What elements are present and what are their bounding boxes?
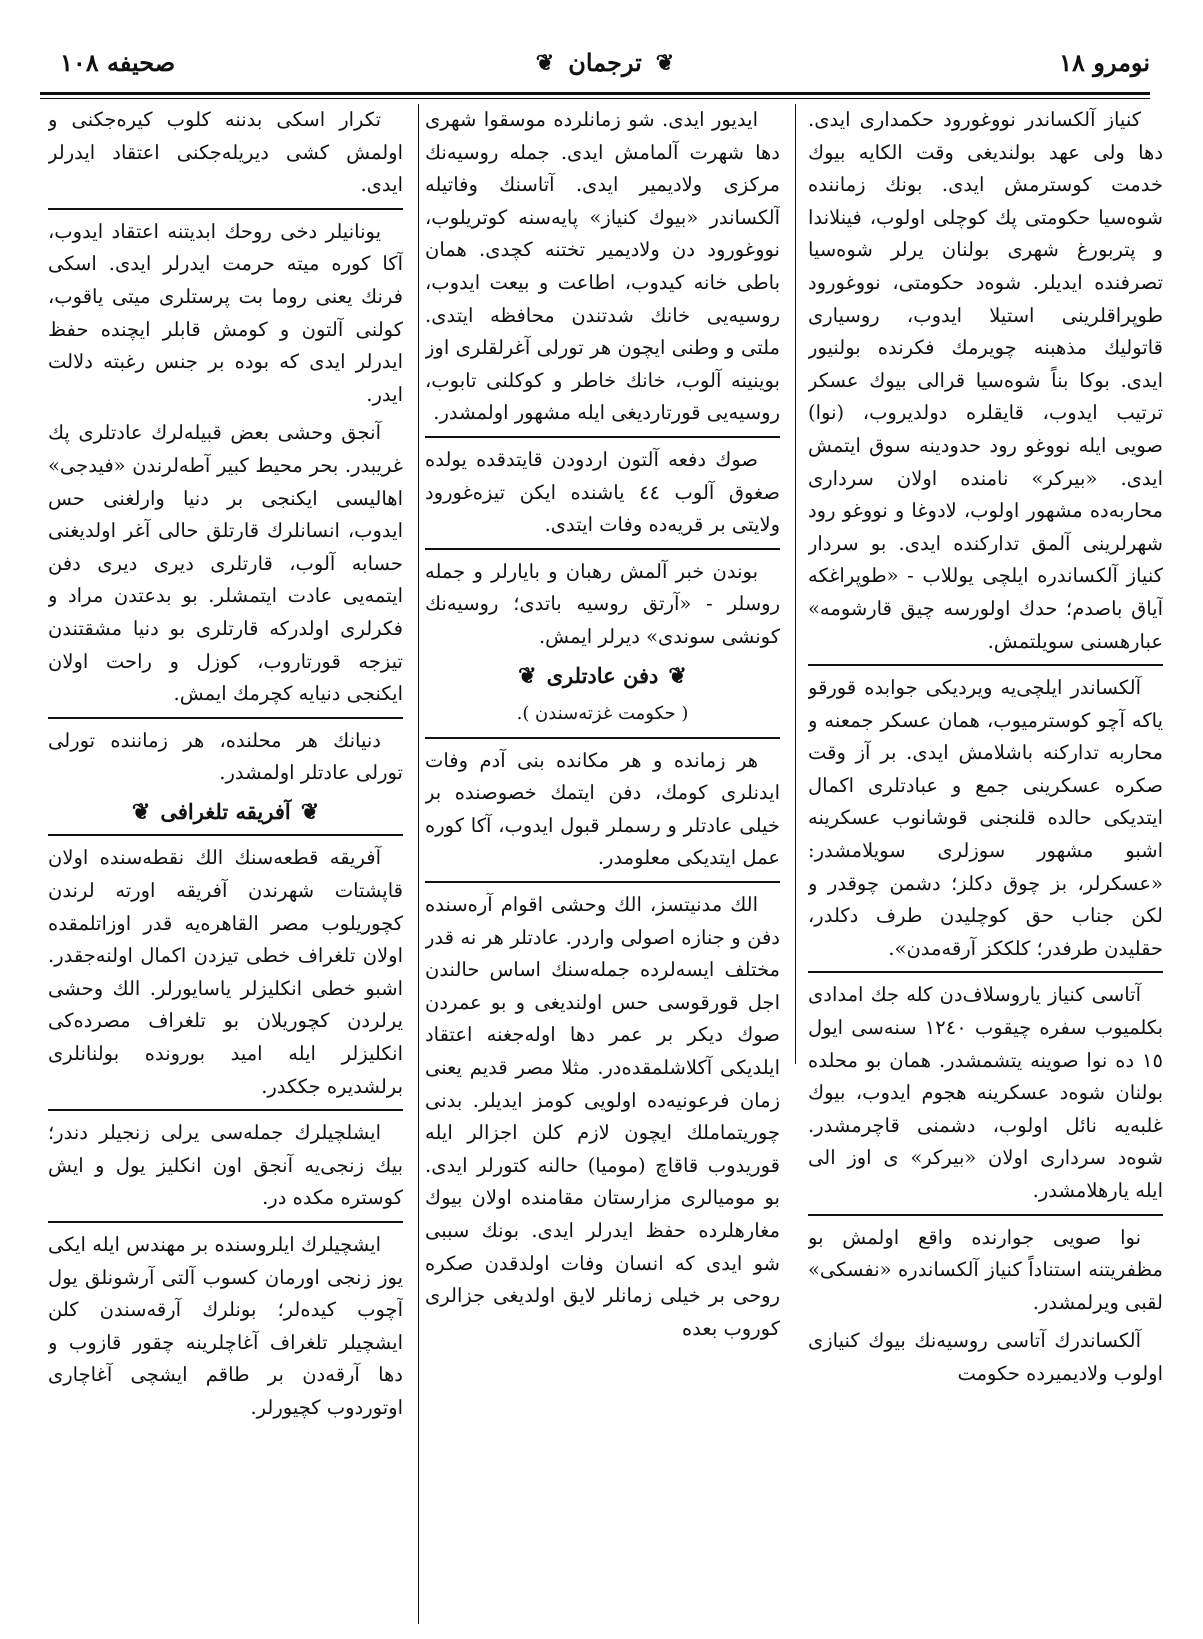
column-left bbox=[48, 104, 403, 1624]
header-rule bbox=[40, 92, 1150, 95]
paragraph: كنياز آلكساندر نووغورود حكمداری ايدی. دها ولی عهد بولنديغی وقت الكايه بيوك خدمت كوسترمش ايدی. بونك زماننده شوه‌سيا حكومتی پك كوچلی اولوب، فينلاندا و پتربورغ شهری بولنان يرلر شوه‌سيا تصرفنده ايديلر. شوه‌د حكومتی، نووغورود طوپراقلرينی استيلا ايدوب، روسياری قاتوليك مذهبنه چويرمك فكرنده بولنيور ايدی. بوكا بناً شوه‌سيا قرالی بيوك عسكر ترتيب ايدوب، قايقلره دولديروب، (نوا) صويی ايله نووغو رود حدودينه سوق ايتمش ايدی. «بيركر» نامنده اولان سرداری محاربه‌ده مشهور اولوب، لادوغا و نووغو رود شهرلرينی آلمق تداركنده ايدی. بو سردار كنياز آلكساندره ايلچی يوللاب - «طوپراغكه آياق باصدم؛ حدك اولورسه چيق قارشومه» عبارهسنی سويلتمش. bbox=[808, 108, 1163, 653]
paragraph: آتاسی كنياز ياروسلاف‌دن كله جك امدادی بكلميوب سفره چيقوب ١٢٤٠ سنه‌سی ايول ١٥ ده نوا صوينه يتشمشدر. همان بو محلده بولنان شوه‌د عسكرينه هجوم ايدوب، بيوك غلبه‌يه نائل اولوب، دشمنی قاچرمشدر. شوه‌د سرداری اولان «بيركر» ی اوز الی ايله يارهلامشدر. bbox=[808, 983, 1163, 1202]
divider bbox=[48, 208, 403, 210]
column-middle bbox=[425, 104, 780, 1634]
issue-number: نومرو ١٨ bbox=[1059, 48, 1150, 77]
divider bbox=[808, 664, 1163, 666]
divider bbox=[48, 1109, 403, 1111]
page-header bbox=[60, 42, 1150, 82]
ornament-left-icon: ❦ bbox=[535, 49, 555, 76]
section-heading bbox=[425, 660, 780, 693]
ornament-right-icon: ❦ bbox=[655, 49, 675, 76]
heading-text: آفريقه تلغرافی bbox=[160, 798, 291, 824]
column-rule bbox=[418, 104, 419, 1624]
section-source: ( حكومت غزته‌سندن ). bbox=[516, 703, 689, 725]
header-rule-thin bbox=[40, 98, 1150, 99]
ornament-icon: ❦ bbox=[300, 798, 320, 825]
paragraph: بوندن خبر آلمش رهبان و بايارلر و جمله روسلر - «آرتق روسيه باتدی؛ روسيه‌نك كونشی سوندی» ديرلر ايمش. bbox=[425, 559, 780, 648]
paragraph: آنجق وحشی بعض قبيله‌لرك عادتلری پك غريبدر. بحر محيط كبير آطه‌لرندن «فيدجی» اهاليسی ايكنجی بر دنيا وارلغنی حس ايدوب، انسانلرك قارتلق حالی آغر اولديغنی حسابه آلوب، قارتلری ديری ديری دفن ايتمه‌يی عادت ايتمشلر. بو بدعتدن مراد و فكرلری اولدركه قارتلری بو دنيا مشقتندن تيزجه قورتاروب، كوزل و راحت اولان ايكنجی دنيايه كچرمك ايمش. bbox=[48, 421, 403, 706]
paragraph: نوا صويی جوارنده واقع اولمش بو مظفريتنه استناداً كنياز آلكساندره «نفسكی» لقبی ويرلمشدر. bbox=[808, 1225, 1163, 1314]
divider bbox=[48, 834, 403, 836]
divider bbox=[425, 436, 780, 438]
divider bbox=[48, 1221, 403, 1223]
column-rule bbox=[795, 104, 796, 1064]
section-heading bbox=[48, 796, 403, 829]
divider bbox=[808, 1214, 1163, 1216]
divider bbox=[425, 881, 780, 883]
ornament-icon: ❦ bbox=[518, 662, 537, 689]
paragraph: آلكساندرك آتاسی روسيه‌نك بيوك كنيازی اولوب ولاديميرده حكومت bbox=[808, 1329, 1163, 1385]
page-number: صحيفه ١٠٨ bbox=[60, 48, 176, 77]
ornament-icon: ❦ bbox=[668, 662, 687, 689]
divider bbox=[425, 737, 780, 739]
paragraph: آفريقه قطعه‌سنك الك نقطه‌سنده اولان قاپشتات شهرندن آفريقه اورته لرندن كچوريلوب مصر القاهره‌يه قدر اوزاتلمقده اولان تلغراف خطی تيزدن اكمال اولنه‌جقدر. اشبو خطی انكليزلر ياسايورلر. الك وحشی يرلردن كچوريلان بو تلغراف مصرده‌كی انكليزلر ايله اميد بورونده بولنانلری برلشديره جككدر. bbox=[48, 846, 403, 1098]
paragraph: آلكساندر ايلچی‌يه ويرديكی جوابده قورقو ياكه آچو كوسترميوب، همان عسكر جمعنه و محاربه تداركنه باشلامش ايدی. بر آز وقت صكره عسكرينی جمع و عبادتلری اكمال ايتديكی حالده قلنجنی قوشانوب عسكرينه اشبو مشهور سوزلری سويلامشدر: «عسكرلر، بز چوق دكلز؛ دشمن چوقدر و لكن جناب حق كوچليدن طرف دكلدر، حقليدن طرفدر؛ كلككز آرقه‌مدن». bbox=[808, 676, 1163, 960]
ornament-icon: ❦ bbox=[131, 798, 151, 825]
divider bbox=[48, 717, 403, 719]
heading-text: دفن عادتلری bbox=[546, 662, 659, 688]
paragraph: ايشلچيلرك جمله‌سی يرلی زنجيلر دندر؛ بيك زنجی‌يه آنجق اون انكليز يول و ايش كوستره مكده در. bbox=[48, 1121, 403, 1210]
paragraph: دنيانك هر محلنده، هر زماننده تورلی تورلی عادتلر اولمشدر. bbox=[48, 728, 403, 785]
paragraph: ايشچيلرك ايلرو‌سنده بر مهندس ايله ايكی يوز زنجی اورمان كسوب آلتی آرشونلق يول آچوب كيده‌لر؛ بونلرك آرقه‌سندن كلن ايشچيلر تلغراف آغاچلرينه چقور قازوب و دها آرقه‌دن بر طاقم ايشچی آغاچاری اوتوردوب كچيورلر. bbox=[48, 1233, 403, 1419]
column-right bbox=[808, 104, 1163, 1624]
paragraph: ايديور ايدی. شو زمانلرده موسقوا شهری دها شهرت آلمامش ايدی. جمله روسيه‌نك مركزی ولاديمير ايدی. آتاسنك وفاتيله آلكساندر «بيوك كنياز» پايه‌سنه كوتريلوب، نووغورود دن ولاديمير تختنه كچدی. همان باطی خانه كيدوب، اطاعت و بيعت ايدوب، روسيه‌يی خانك شدتندن محافظه ايتدی. ملتی و وطنی ايچون هر تورلی آغرلقلری اوز بوينينه آلوب، خانك خاطر و كوكلنی تابوب، روسيه‌يی قورتارديغی ايله مشهور اولمشدر. bbox=[425, 108, 780, 425]
masthead bbox=[536, 48, 674, 77]
divider bbox=[425, 548, 780, 550]
newspaper-title: ترجمان bbox=[568, 48, 642, 77]
paragraph: صوك دفعه آلتون اردودن قايتدقده يولده صغوق آلوب ٤٤ ياشنده ايكن تيزه‌غورود ولايتی بر قريه‌ده وفات ايتدی. bbox=[425, 447, 780, 537]
paragraph: يونانيلر دخی روحك ابديتنه اعتقاد ايدوب، آكا كوره ميته حرمت ايدرلر ايدی. اسكی فرنك يعنی روما بت پرستلری ميتی ياقوب، كولنی آلتون و كومش قابلر ايچنده حفظ ايدرلر ايدی كه بوده بر جنس رغبته دلالت ايدر. bbox=[48, 219, 403, 406]
paragraph: تكرار اسكی بدننه كلوب كيره‌جكنی و اولمش كشی ديريله‌جكنی اعتقاد ايدرلر ايدی. bbox=[48, 108, 403, 197]
paragraph: هر زمانده و هر مكانده بنی آدم وفات ايدنلری كومك، دفن ايتمك خصوصنده بر خيلی عادتلر و رسملر قبول ايدوب، آكا كوره عمل ايتديكی معلومدر. bbox=[425, 748, 780, 870]
paragraph: الك مدنيتسز، الك وحشی اقوام آره‌سنده دفن و جنازه اصولی واردر. عادتلر هر نه قدر مختلف ايسه‌لرده جمله‌سنك اساس حالندن اجل قورقوسی حس اولنديغی و بو عمردن صوك ديكر بر عمر دها اوله‌جغنه اعتقاد ايلديكی آكلاشلمقده‌در. مثلا مصر قديم يعنی زمان فرعونيه‌ده اولويی كومز ايديلر. بدنی چوريتماملك ايچون لازم كلن اجزالر ايله قوريدوب قاقاچ (موميا) حالنه كتورلر ايدی. بو موميالری مزارستان مقامنده اولان بيوك مغارهلرده حفظ ايدرلر ايدی. بونك سببی شو ايدی كه انسان وفات اولدقدن صكره روحی بر خيلی زمانلر لايق اولديغی جزالری كوروب بعده bbox=[425, 893, 780, 1340]
divider bbox=[808, 971, 1163, 973]
